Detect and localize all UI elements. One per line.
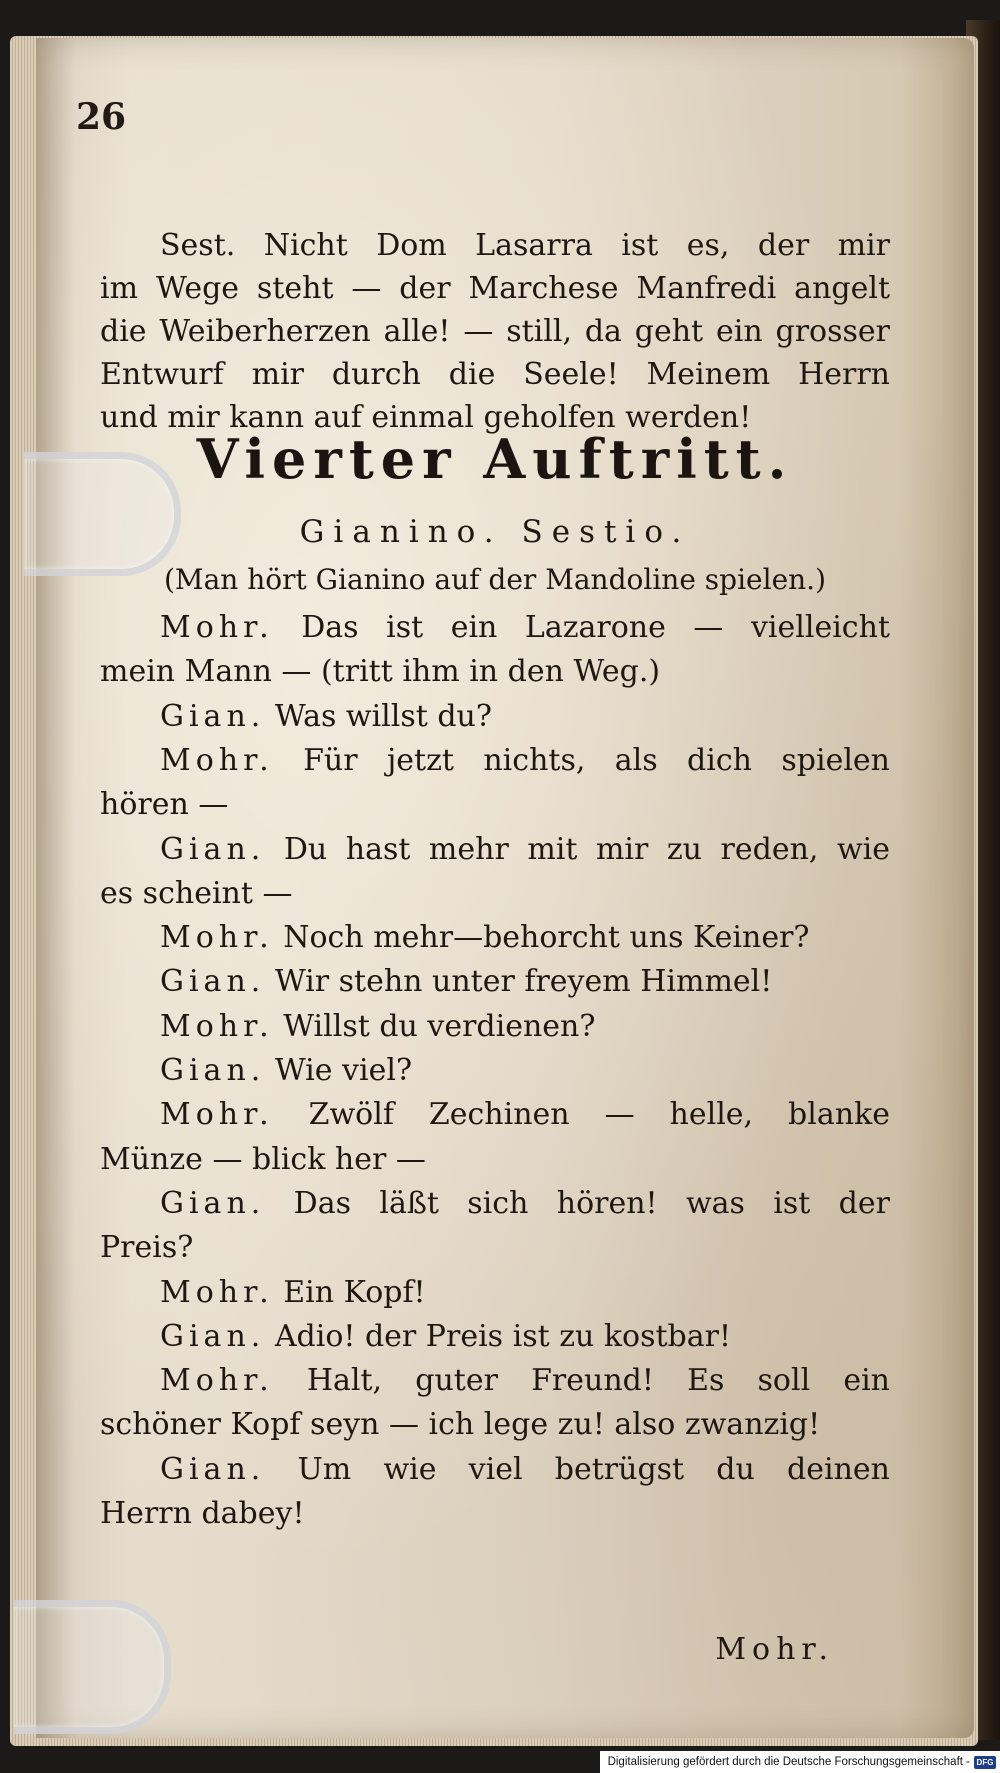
dialogue-line (160, 695, 890, 738)
dialogue-text: Noch mehr—behorcht uns Keiner? (283, 920, 810, 955)
speaker-name: Mohr. (160, 743, 274, 778)
dfg-logo: DFG (974, 1756, 996, 1769)
dialogue-text: Adio! der Preis ist zu kostbar! (274, 1319, 732, 1354)
page-number: 26 (76, 96, 127, 138)
speaker-name: Mohr. (160, 1363, 274, 1398)
catchword: Mohr. (715, 1632, 834, 1667)
text-line: die Weiberherzen alle! — still, da geht ein grosser (100, 314, 890, 349)
dialogue-text: Willst du verdienen? (283, 1009, 596, 1044)
dialogue-line (160, 1182, 890, 1225)
scene-heading: Vierter Auftritt. (196, 427, 794, 491)
dialogue-line (160, 1448, 890, 1491)
speaker-name: Gian. (160, 1053, 266, 1088)
dialogue-text: Du hast mehr mit mir zu reden, wie (283, 832, 890, 867)
text-line: Entwurf mir durch die Seele! Meinem Herrn (100, 357, 890, 392)
dialogue-line (160, 1005, 890, 1048)
speaker-name: Mohr. (160, 920, 274, 955)
text-line: und mir kann auf einmal geholfen werden! (100, 400, 752, 435)
dialogue-text: Wie viel? (274, 1053, 413, 1088)
dialogue-line (100, 872, 890, 915)
speaker-name: Gian. (160, 699, 266, 734)
dialogue-line (160, 739, 890, 782)
dialogue-line (160, 828, 890, 871)
speaker-name: Gian. (160, 1186, 266, 1221)
dialogue-line (160, 1049, 890, 1092)
dialogue-text: Münze — blick her — (100, 1142, 426, 1177)
speaker-name: Gian. (160, 1452, 266, 1487)
dialogue-line (160, 1359, 890, 1402)
dialogue-text: Preis? (100, 1230, 194, 1265)
page-gutter (36, 38, 76, 1738)
scene-persons: Gianino. Sestio. (299, 514, 691, 550)
glass-clip (24, 452, 181, 576)
dialogue-text: Wir stehn unter freyem Himmel! (274, 964, 773, 999)
dialogue-text: es scheint — (100, 876, 293, 911)
speaker-name: Gian. (160, 1319, 266, 1354)
book-page (36, 38, 974, 1738)
dialogue-line (160, 1271, 890, 1314)
dialogue-text: Um wie viel betrügst du deinen (297, 1452, 890, 1487)
speaker-name: Mohr. (160, 1097, 274, 1132)
stage-direction: (Man hört Gianino auf der Mandoline spielen.) (163, 563, 826, 596)
dialogue-text: Ein Kopf! (283, 1275, 426, 1310)
dialogue-text: Herrn dabey! (100, 1496, 305, 1531)
text-line: Sest. Nicht Dom Lasarra ist es, der mir (160, 228, 890, 263)
dialogue-text: hören — (100, 787, 229, 822)
dialogue-line (100, 1403, 890, 1446)
dialogue-line (160, 916, 890, 959)
dialogue-line (160, 606, 890, 649)
speaker-name: Mohr. (160, 1009, 274, 1044)
speaker-name: Gian. (160, 832, 266, 867)
dialogue-line (160, 1093, 890, 1136)
dialogue-text: schöner Kopf seyn — ich lege zu! also zwanzig! (100, 1407, 821, 1442)
footer-text: Digitalisierung gefördert durch die Deutsche Forschungsgemeinschaft - (607, 1756, 970, 1768)
dialogue-text: Das läßt sich hören! was ist der (293, 1186, 890, 1221)
speaker-name: Mohr. (160, 1275, 274, 1310)
dialogue-text: Das ist ein Lazarone — vielleicht (301, 610, 890, 645)
dialogue-text: mein Mann — (tritt ihm in den Weg.) (100, 654, 661, 689)
dialogue-line (100, 1492, 890, 1535)
dialogue-line (100, 1138, 890, 1181)
digitization-footer (600, 1751, 1000, 1773)
dialogue-line (160, 1315, 890, 1358)
dialogue-line (100, 783, 890, 826)
dialogue-line (160, 960, 890, 1003)
text-line: im Wege steht — der Marchese Manfredi angelt (100, 271, 890, 306)
glass-clip (14, 1600, 171, 1734)
dialogue-line (100, 1226, 890, 1269)
dialogue-text: Was willst du? (274, 699, 492, 734)
dialogue-text: Für jetzt nichts, als dich spielen (303, 743, 890, 778)
dialogue-text: Halt, guter Freund! Es soll ein (306, 1363, 890, 1398)
dialogue-line (100, 650, 890, 693)
speaker-name: Mohr. (160, 610, 274, 645)
speaker-name: Gian. (160, 964, 266, 999)
dialogue-text: Zwölf Zechinen — helle, blanke (308, 1097, 890, 1132)
